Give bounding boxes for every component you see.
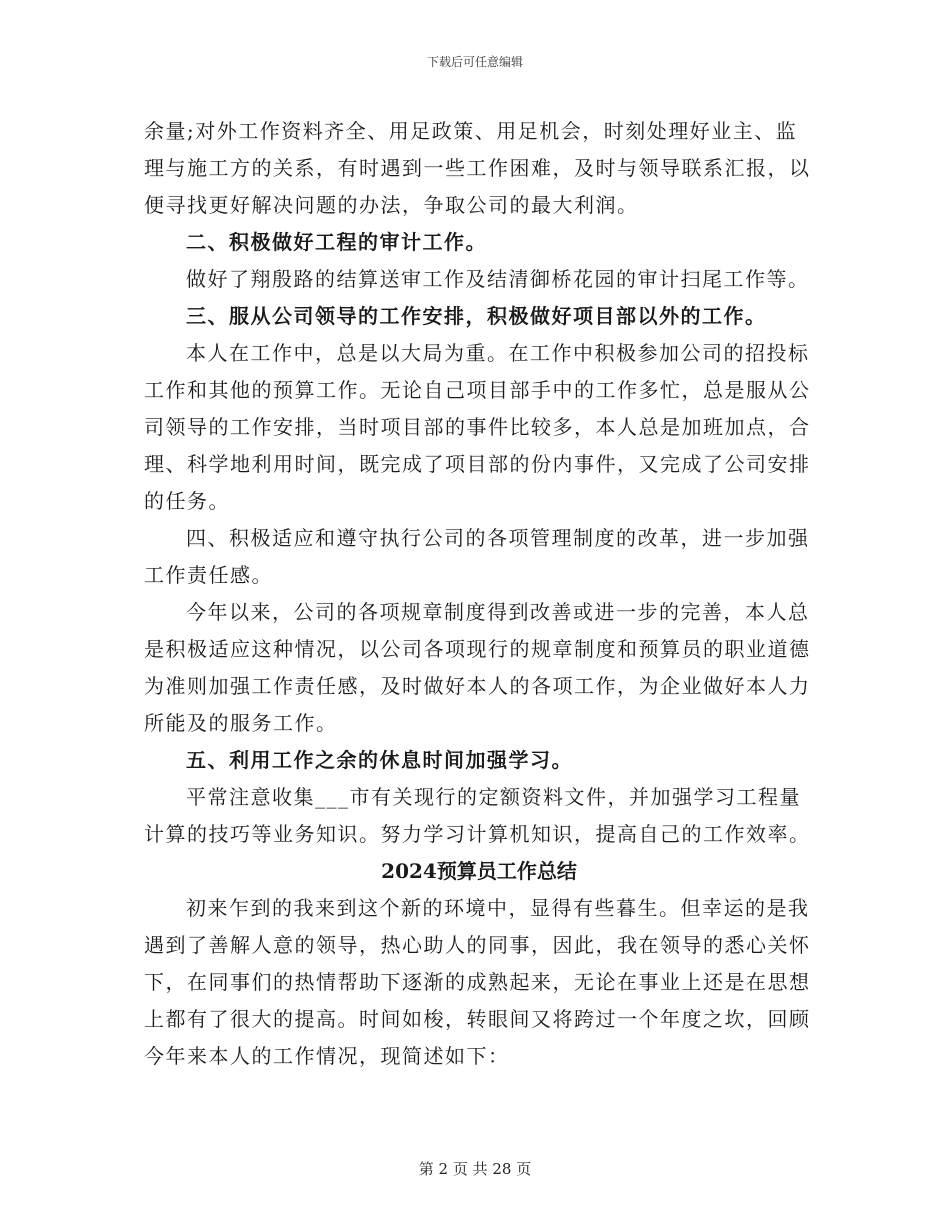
section-heading-2: 二、积极做好工程的审计工作。 (186, 230, 487, 254)
section-heading-4: 四、积极适应和遵守执行公司的各项管理制度的改革，进一步加强工作责任感。 (144, 526, 810, 587)
document-body (144, 113, 814, 1075)
section-heading-5: 五、利用工作之余的休息时间加强学习。 (186, 748, 573, 772)
page-header: 下载后可任意编辑 (426, 55, 523, 69)
page-footer: 第 2 页 共 28 页 (418, 1160, 532, 1178)
section-heading-3: 三、服从公司领导的工作安排，积极做好项目部以外的工作。 (186, 304, 767, 328)
document-title: 2024预算员工作总结 (381, 859, 577, 883)
paragraph-overall: 本人在工作中，总是以大局为重。在工作中积极参加公司的招投标工作和其他的预算工作。无论自己项目部手中的工作多忙，总是服从公司领导的工作安排，当时项目部的事件比较多，本人总是加班加点，合理、科学地利用时间，既完成了项目部的份内事件，又完成了公司安排的任务。 (144, 341, 811, 513)
paragraph-study: 平常注意收集___市有关现行的定额资料文件，并加强学习工程量计算的技巧等业务知识。努力学习计算机知识，提高自己的工作效率。 (144, 785, 811, 846)
paragraph-continuation: 余量;对外工作资料齐全、用足政策、用足机会，时刻处理好业主、监理与施工方的关系，有时遇到一些工作困难，及时与领导联系汇报，以便寻找更好解决问题的办法，争取公司的最大利润。 (144, 119, 811, 217)
paragraph-intro: 初来乍到的我来到这个新的环境中，显得有些暮生。但幸运的是我遇到了善解人意的领导，热心助人的同事，因此，我在领导的悉心关怀下，在同事们的热情帮助下逐渐的成熟起来，无论在事业上还是在思想上都有了很大的提高。时间如梭，转眼间又将跨过一个年度之坎，回顾今年来本人的工作情况，现简述如下： (144, 896, 811, 1068)
paragraph-audit: 做好了翔殷路的结算送审工作及结清御桥花园的审计扫尾工作等。 (186, 267, 810, 291)
paragraph-rules: 今年以来，公司的各项规章制度得到改善或进一步的完善，本人总是积极适应这种情况，以公司各项现行的规章制度和预算员的职业道德为准则加强工作责任感，及时做好本人的各项工作，为企业做好本人力所能及的服务工作。 (144, 600, 811, 735)
